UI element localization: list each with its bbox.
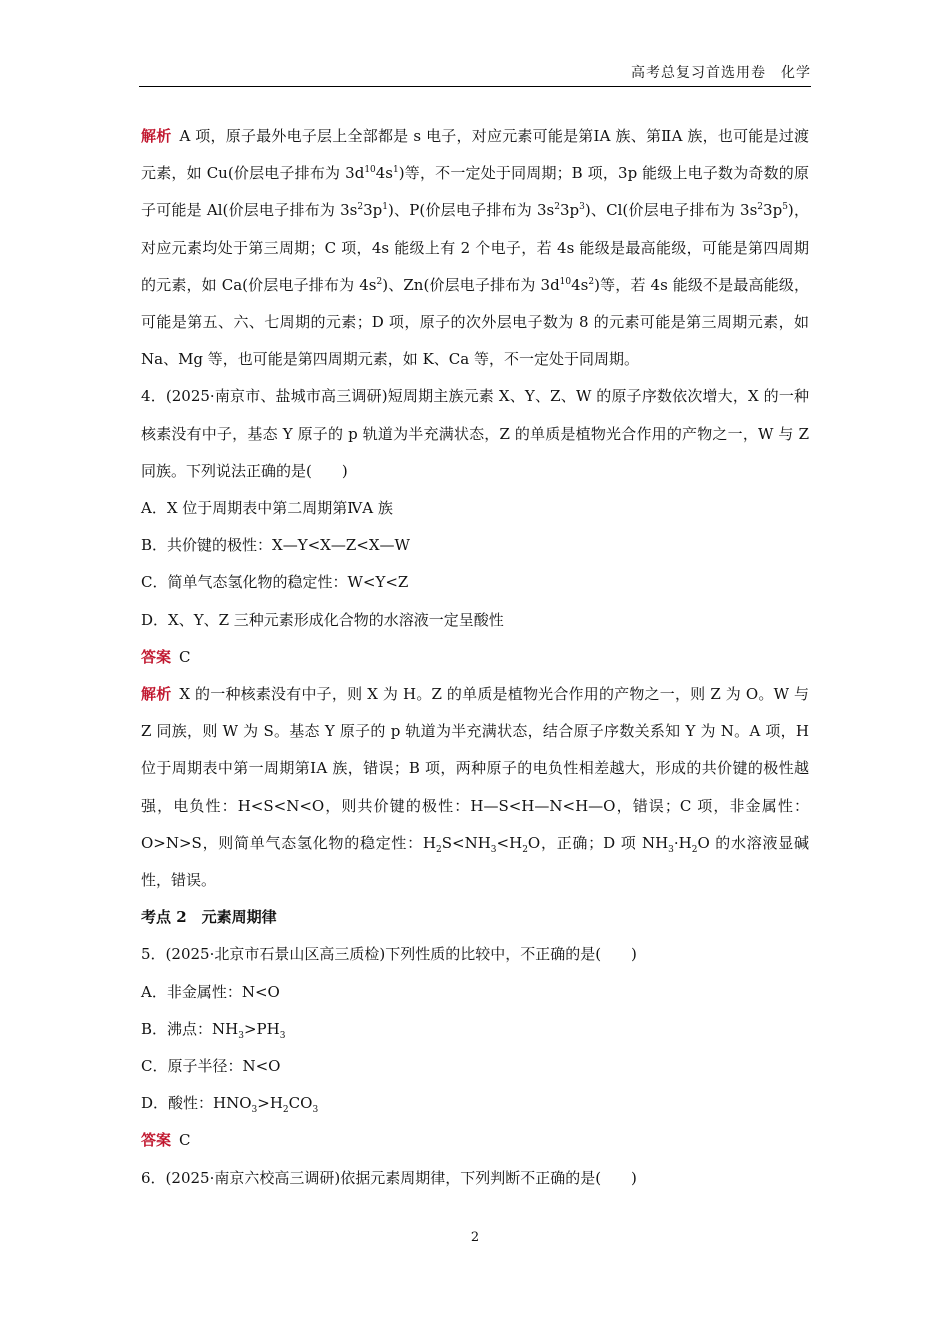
q4-option-b: B．共价键的极性：X—Y<X—Z<X—W bbox=[141, 536, 410, 555]
analysis-label: 解析 bbox=[141, 127, 172, 145]
q5-option-c: C．原子半径：N<O bbox=[141, 1057, 281, 1076]
answer-blank: ( ) bbox=[595, 945, 637, 964]
document-body bbox=[141, 118, 809, 1197]
q5-option-b: B．沸点：$NH_3>PH_3$ bbox=[141, 1019, 286, 1041]
q3-analysis: 解析 A 项，原子最外电子层上全部都是 s 电子，对应元素可能是第ⅠA 族、第ⅡA 族，也可能是过渡元素，如 Cu(价层电子排布为 $3d^{10}4s^1$)等，不一定处于同周期；B 项，3p 能级上电子数为奇数的原子可能是 Al(价层电子排布为 $3s^23p^1$)、P(价层电子排布为 $3s^23p^3$)、Cl(价层电子排布为 $3s^23p^5$)，对应元素均处于第三周期；C 项，4s 能级上有 2 个电子，若 4s 能级是最高能级，可能是第四周期的元素，如 Ca(价层电子排布为 $4s^2$)、Zn(价层电子排布为 $3d^{10}4s^2$)等，若 4s 能级不是最高能级，可能是第五、六、七周期的元素；D 项，原子的次外层电子数为 8 的元素可能是第三周期元素，如 Na、Mg 等，也可能是第四周期元素，如 K、Ca 等，不一定处于同周期。 bbox=[141, 127, 809, 369]
q4-stem: 4．(2025·南京市、盐城市高三调研)短周期主族元素 X、Y、Z、W 的原子序数依次增大，X 的一种核素没有中子，基态 Y 原子的 p 轨道为半充满状态，Z 的单质是植物光合作用的产物之一，W 与 Z 同族。下列说法正确的是( ) bbox=[141, 387, 809, 480]
page-header: 高考总复习首选用卷 化学 bbox=[631, 65, 811, 81]
q4-option-a: A．X 位于周期表中第二周期第ⅣA 族 bbox=[141, 499, 393, 518]
q5-option-d: D．酸性：$HNO_3>H_2CO_3$ bbox=[141, 1094, 319, 1116]
q5-stem: 5．(2025·北京市石景山区高三质检)下列性质的比较中，不正确的是( ) bbox=[141, 945, 637, 964]
q6-stem: 6．(2025·南京六校高三调研)依据元素周期律，下列判断不正确的是( ) bbox=[141, 1168, 637, 1187]
answer-label: 答案 bbox=[141, 647, 172, 666]
page-number: 2 bbox=[470, 1230, 480, 1245]
q5-option-a: A．非金属性：N<O bbox=[141, 982, 280, 1001]
answer-label: 答案 bbox=[141, 1131, 172, 1150]
q4-option-d: D．X、Y、Z 三种元素形成化合物的水溶液一定呈酸性 bbox=[141, 610, 504, 629]
q4-option-c: C．简单气态氢化物的稳定性：W<Y<Z bbox=[141, 573, 409, 592]
q4-answer: 答案 C bbox=[141, 647, 191, 666]
answer-blank: ( ) bbox=[306, 461, 348, 480]
section-title: 考点 2 元素周期律 bbox=[141, 908, 277, 927]
answer-blank: ( ) bbox=[595, 1168, 637, 1187]
analysis-label: 解析 bbox=[141, 685, 172, 704]
q5-answer: 答案 C bbox=[141, 1131, 191, 1150]
q4-analysis: 解析 X 的一种核素没有中子，则 X 为 H。Z 的单质是植物光合作用的产物之一，则 Z 为 O。W 与 Z 同族，则 W 为 S。基态 Y 原子的 p 轨道为半充满状态，结合原子序数关系知 Y 为 N。A 项，H 位于周期表中第一周期第ⅠA 族，错误；B 项，两种原子的电负性相差越大，形成的共价键的极性越强，电负性：H<S<N<O，则共价键的极性：H—S<H—N<H—O，错误；C 项，非金属性：O>N>S，则简单气态氢化物的稳定性：$H_2S<NH_3<H_2O$，正确；D 项 $NH_3\cdot H_2O$ 的水溶液显碱性，错误。 bbox=[141, 685, 809, 890]
header-rule bbox=[139, 86, 811, 87]
